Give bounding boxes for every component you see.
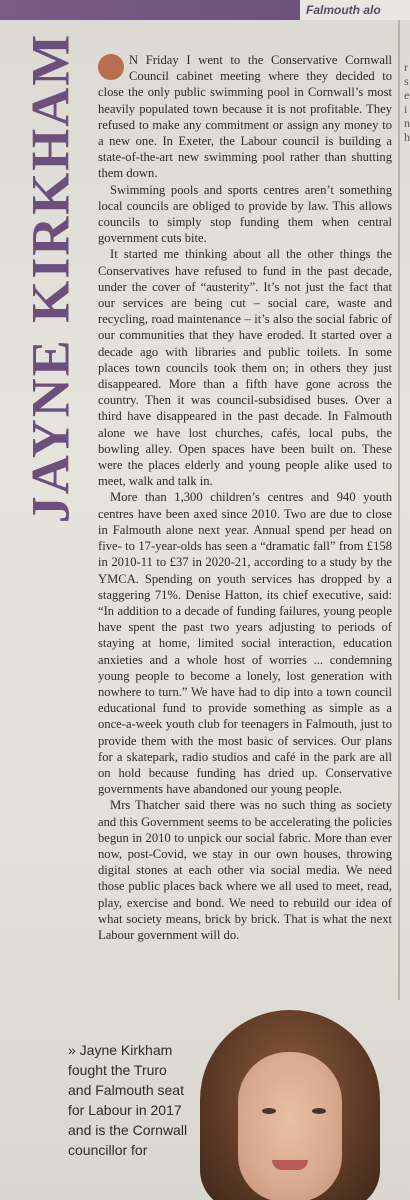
article-paragraph: Mrs Thatcher said there was no such thing as society and this Government seems to be accelerating the policies begun in 2010 to unpick our social fabric. More than ever now, post-Covid, we stay in our own houses, throwing digital stones at each other via social media. We need those public places back where we all used to meet, read, play, exercise and bond. We need to rebuild our idea of what society means, brick by brick. That is what the next Labour government will do. [98, 798, 392, 942]
article-body [98, 52, 392, 943]
portrait-eye [262, 1108, 276, 1114]
paragraph-text: N Friday I went to the Conservative Cornwall Council cabinet meeting where they decided to close the only public swimming pool in Cornwall’s most heavily populated town because it is not profitable. They refused to make any commitment or assign any money to a new one. In Exeter, the Labour council is building a state-of-the-art new swimming pool rather than shutting them down. [98, 53, 392, 181]
adjacent-column-fragment: r s e i n h [404, 60, 410, 144]
author-bio: » Jayne Kirkham fought the Truro and Falmouth seat for Labour in 2017 and is the Cornwall councillor for [68, 1042, 188, 1158]
drop-cap-circle [98, 54, 124, 80]
article-paragraph: It started me thinking about all the other things the Conservatives have refused to fund in the past decade, under the cover of “austerity”. It’s not just the fact that our services are being cut – social care, waste and recycling, road maintenance – it’s also the social fabric of our communities that they have eroded. It started over a decade ago with libraries and public toilets. In some places town councils took them on; in others they just disappeared. More than a fifth have gone across the country. Then it was council-subsidised buses. Over a third have disappeared in the past decade. In Falmouth alone we have lost churches, cafés, local pubs, the bowling alley. Open spaces have been built on. These were the places elderly and young people alike used to meet, walk and talk in. [98, 247, 392, 489]
portrait-face [238, 1052, 342, 1200]
column-divider [398, 20, 400, 1000]
byline-column [20, 32, 81, 523]
article-paragraph [98, 52, 392, 182]
section-label: Falmouth alo [300, 0, 410, 20]
author-byline: JAYNE KIRKHAM [20, 32, 81, 523]
author-portrait [180, 1010, 410, 1200]
portrait-mouth [272, 1160, 308, 1170]
article-paragraph: More than 1,300 children’s centres and 940 youth centres have been axed since 2010. Two are due to close in Falmouth alone next year. Annual spend per head on five- to 17-year-olds has seen a “dramatic fall” from £158 in 2010-11 to £37 in 2020-21, according to a study by the YMCA. Spending on youth services has dropped by a staggering 71%. Denise Hatton, its chief executive, said: “In addition to a decade of funding failures, young people have spent the past two years adjusting to periods of staying at home, limited social interaction, education anxieties and a whole host of worries ... condemning young people to become a lonely, lost generation with nowhere to turn.” We have had to dip into a town council educational fund to provide something as simple as a once-a-week youth club for teenagers in Falmouth, just to provide them with the most basic of services. Our plans for a skatepark, radio studios and café in the park are all on hold because funding has dried up. Conservative governments have abandoned our young people. [98, 490, 392, 797]
article-paragraph: Swimming pools and sports centres aren’t something local councils are obliged to provide by law. This allows councils to simply stop funding them when central government cuts bite. [98, 182, 392, 246]
portrait-eye [312, 1108, 326, 1114]
